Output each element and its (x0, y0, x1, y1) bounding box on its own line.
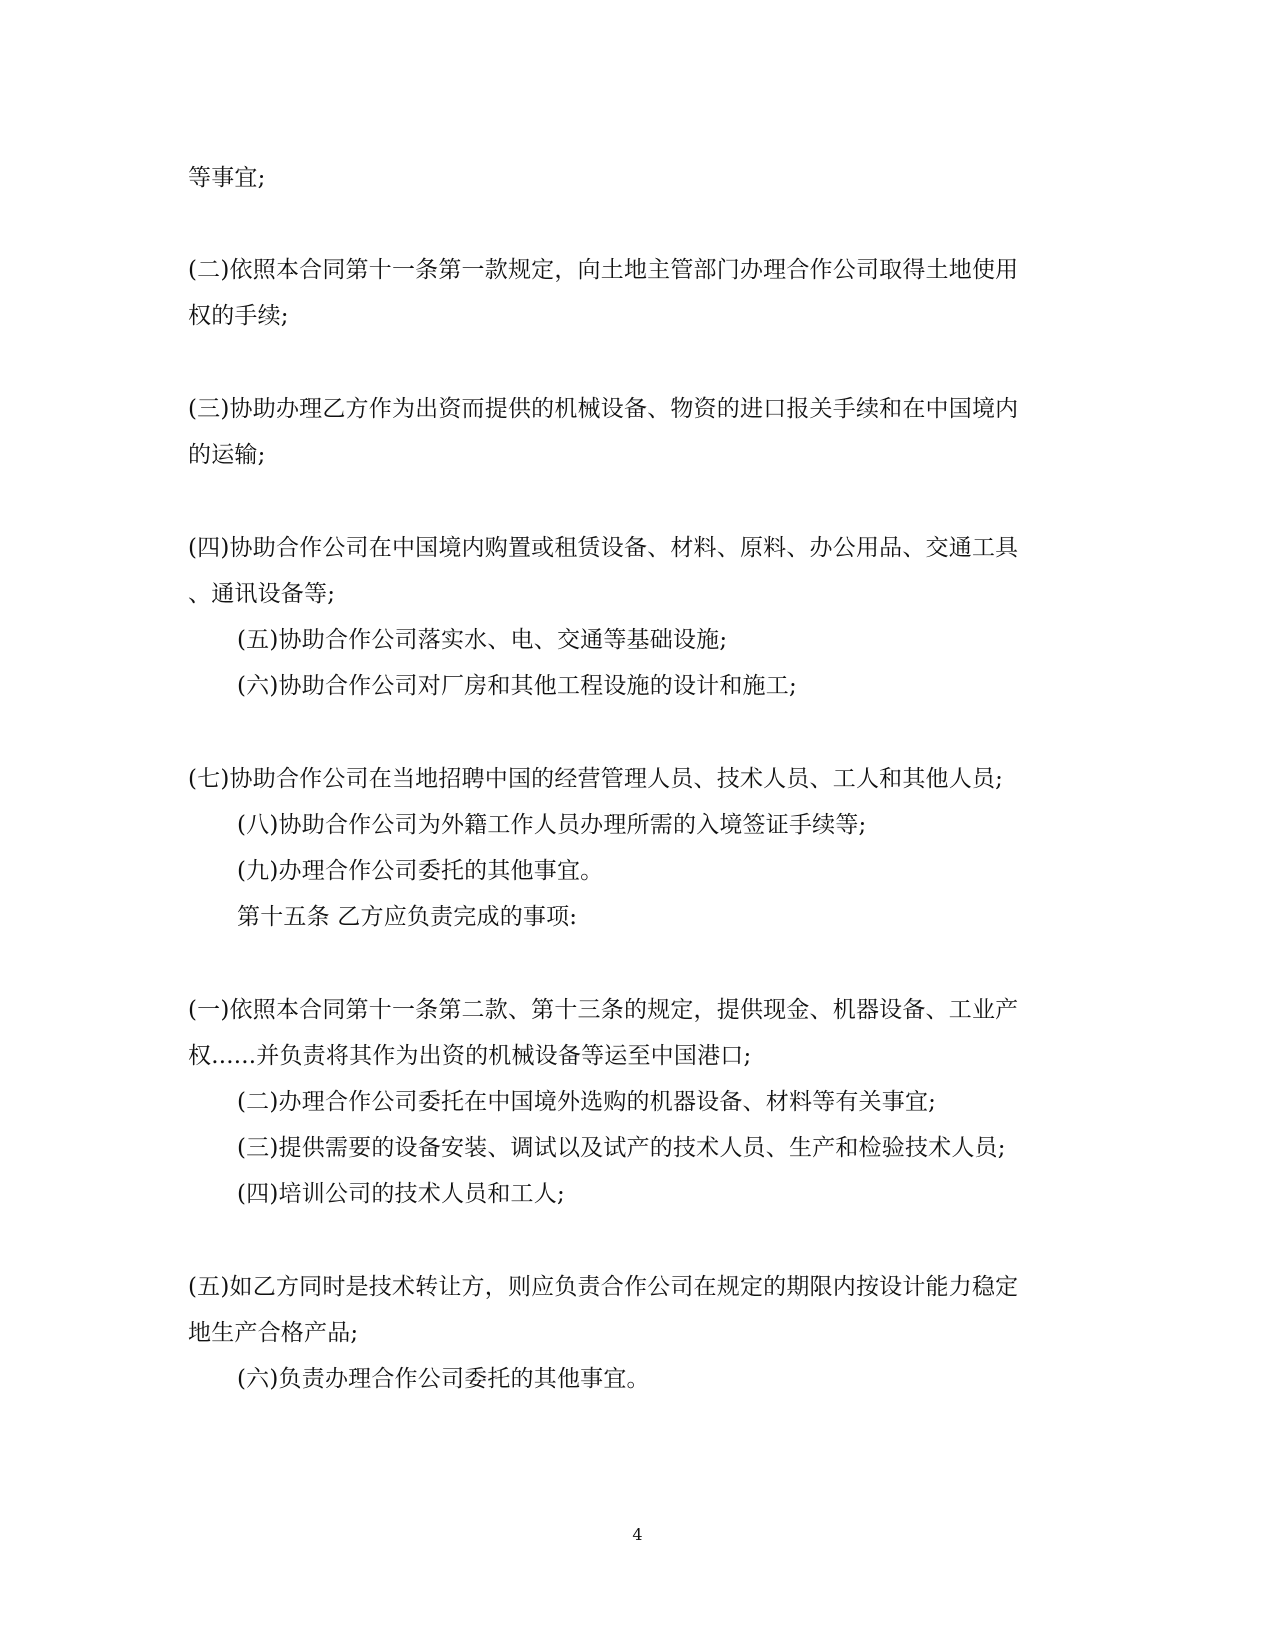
text-line: 的运输; (188, 442, 266, 468)
text-line: (三)提供需要的设备安装、调试以及试产的技术人员、生产和检验技术人员; (237, 1135, 1006, 1161)
text-line: (七)协助合作公司在当地招聘中国的经营管理人员、技术人员、工人和其他人员; (188, 766, 1004, 792)
text-line: (五)如乙方同时是技术转让方，则应负责合作公司在规定的期限内按设计能力稳定 (188, 1274, 1019, 1300)
text-line: (九)办理合作公司委托的其他事宜。 (237, 858, 604, 884)
text-line: 权的手续; (188, 303, 289, 329)
text-line: (六)协助合作公司对厂房和其他工程设施的设计和施工; (237, 673, 797, 699)
text-line: 、通讯设备等; (188, 581, 336, 607)
text-line: 等事宜; (188, 165, 266, 191)
text-line: 权......并负责将其作为出资的机械设备等运至中国港口; (188, 1043, 752, 1069)
text-line: (六)负责办理合作公司委托的其他事宜。 (237, 1366, 650, 1392)
text-line: (三)协助办理乙方作为出资而提供的机械设备、物资的进口报关手续和在中国境内 (188, 396, 1019, 422)
text-line: (四)协助合作公司在中国境内购置或租赁设备、材料、原料、办公用品、交通工具 (188, 535, 1019, 561)
text-line: (八)协助合作公司为外籍工作人员办理所需的入境签证手续等; (237, 812, 867, 838)
text-line: 地生产合格产品; (188, 1320, 359, 1346)
text-line: (一)依照本合同第十一条第二款、第十三条的规定，提供现金、机器设备、工业产 (188, 997, 1019, 1023)
section-heading: 第十五条 乙方应负责完成的事项: (237, 904, 578, 930)
text-line: (四)培训公司的技术人员和工人; (237, 1181, 565, 1207)
text-line: (二)办理合作公司委托在中国境外选购的机器设备、材料等有关事宜; (237, 1089, 937, 1115)
text-line: (五)协助合作公司落实水、电、交通等基础设施; (237, 627, 728, 653)
page-number: 4 (632, 1525, 643, 1544)
text-line: (二)依照本合同第十一条第一款规定，向土地主管部门办理合作公司取得土地使用 (188, 257, 1019, 283)
